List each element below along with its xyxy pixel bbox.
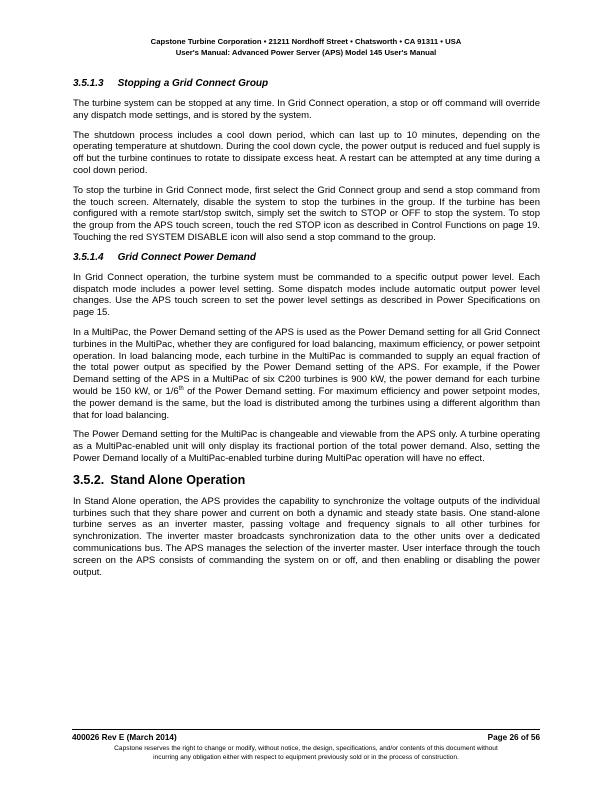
paragraph: The shutdown process includes a cool down period, which can last up to 10 minutes, depending on the operating temperature at shutdown. During the cool down cycle, the power output is reduced and fuel supply is off but the turbine continues to rotate to dissipate excess heat. A restart can be attempted at any time during a cool down period.	[73, 129, 540, 176]
section-heading-3-5-1-3	[73, 78, 540, 90]
paragraph: The turbine system can be stopped at any time. In Grid Connect operation, a stop or off command will override any dispatch mode settings, and is stored by the system.	[73, 98, 540, 121]
section-number: 3.5.1.3	[73, 78, 104, 89]
header-company-line: Capstone Turbine Corporation • 21211 Nordhoff Street • Chatsworth • CA 91311 • USA	[150, 37, 462, 46]
disclaimer-line: Capstone reserves the right to change or modify, without notice, the design, specifications, and/or contents of this document without	[114, 745, 498, 752]
paragraph-text: of the Power Demand setting. For maximum efficiency and power setpoint modes, the power demand is the same, but the load is distributed among the turbines using a different algorithm than that for load balancing.	[73, 385, 541, 421]
header-manual-title: User's Manual: Advanced Power Server (APS) Model 145 User's Manual	[175, 47, 437, 57]
paragraph: To stop the turbine in Grid Connect mode, first select the Grid Connect group and send a stop command from the touch screen. Alternately, disable the system to stop the turbines in the group. If the turbine has been configured with a remote start/stop switch, simply set the switch to STOP or OFF to stop the system. To stop the group from the APS touch screen, touch the red STOP icon as described in Control Functions on page 19. Touching the red SYSTEM DISABLE icon will also send a stop command to the group.	[73, 184, 540, 243]
section-heading-3-5-2	[73, 473, 540, 488]
section-number: 3.5.2.	[73, 472, 105, 487]
section-title: Grid Connect Power Demand	[117, 251, 256, 263]
section-title: Stand Alone Operation	[110, 472, 246, 487]
page-header	[72, 37, 540, 58]
page-footer	[72, 733, 540, 762]
page-content	[73, 78, 540, 586]
paragraph: In Stand Alone operation, the APS provides the capability to synchronize the voltage outputs of the individual turbines such that they share power and current on both a dynamic and steady state basis. One stand-alone turbine serves as an inverter master, passing voltage and frequency signals to all other turbines for synchronization. The inverter master broadcasts synchronization data to the other units over a dedicated communications bus. The APS manages the selection of the inverter master. User interface through the touch screen on the APS consists of commanding the system on or off, and then enabling or disabling the power output.	[73, 495, 540, 578]
paragraph: The Power Demand setting for the MultiPac is changeable and viewable from the APS only. A turbine operating as a MultiPac-enabled unit will only display its fractional portion of the total power demand. Also, setting the Power Demand locally of a MultiPac-enabled turbine during MultiPac operation will have no effect.	[73, 429, 540, 464]
section-title: Stopping a Grid Connect Group	[117, 78, 269, 89]
paragraph	[73, 327, 540, 421]
document-id: 400026 Rev E (March 2014)	[72, 733, 177, 742]
footer-disclaimer	[72, 745, 540, 762]
paragraph: In Grid Connect operation, the turbine system must be commanded to a specific output power level. Each dispatch mode includes a power level setting. Some dispatch modes include automatic output power level changes. Use the APS touch screen to set the power level settings as described in Power Specifications on page 15.	[73, 271, 540, 319]
page-number: Page 26 of 56	[487, 733, 540, 742]
paragraph-text: In a MultiPac, the Power Demand setting of the APS is used as the Power Demand setting for all Grid Connect turbines in the MultiPac, whether they are configured for load balancing, maximum efficiency, or power setpoint operation. In load balancing mode, each turbine in the MultiPac is commanded to supply an equal fraction of the total power output as specified by the Power Demand setting of the APS. For example, if the Power Demand setting of the APS in a MultiPac of six C200 turbines is 900 kW, the power demand for each turbine would be 150 kW, or 1/6	[73, 326, 540, 397]
section-number: 3.5.1.4	[73, 251, 104, 263]
section-heading-3-5-1-4	[73, 252, 540, 264]
disclaimer-line: incurring any obligation either with respect to equipment previously sold or in the process of construction.	[153, 753, 459, 761]
superscript: th	[178, 385, 184, 392]
footer-divider	[72, 729, 540, 730]
